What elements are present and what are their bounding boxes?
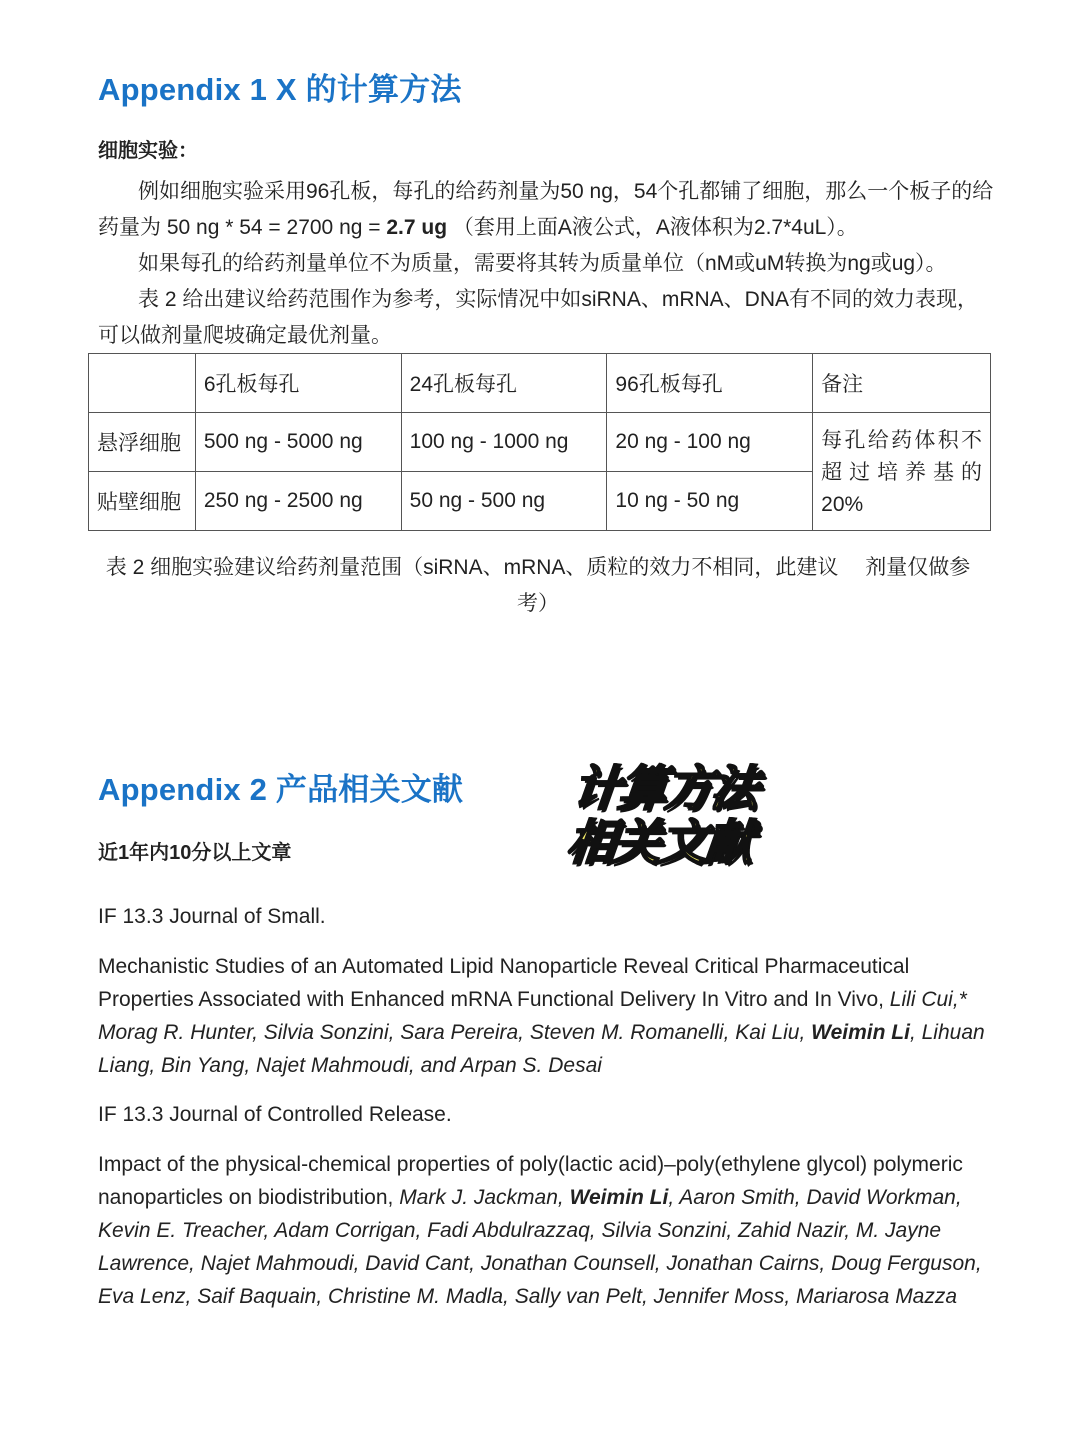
ref2-authors-bold: Weimin Li: [569, 1186, 669, 1209]
appendix1-subtitle: 细胞实验：: [98, 140, 198, 162]
table-cell: 250 ng - 2500 ng: [195, 472, 401, 531]
table-note-cell: 每孔给药体积不超过培养基的20%: [813, 413, 991, 531]
table-row: [89, 413, 991, 472]
ref2-journal: IF 13.3 Journal of Controlled Release.: [98, 1103, 452, 1126]
table-cell: 20 ng - 100 ng: [607, 413, 813, 472]
appendix2-title: Appendix 2 产品相关文献: [98, 772, 464, 807]
table-header-cell: 6孔板每孔: [195, 354, 401, 413]
para1-bold-value: 2.7 ug: [386, 216, 448, 239]
dose-table: [88, 353, 991, 531]
table-header-cell: 96孔板每孔: [607, 354, 813, 413]
table-cell: 100 ng - 1000 ng: [401, 413, 607, 472]
table-cell: 500 ng - 5000 ng: [195, 413, 401, 472]
sticker-line2: 相关文献: [564, 815, 755, 871]
table-cell: 10 ng - 50 ng: [607, 472, 813, 531]
ref2-authors-b: , Aaron Smith, David Workman, Kevin E. Treacher, Adam Corrigan, Fadi Abdulrazzaq, Silvia Sonzini, Zahid Nazir, M. Jayne Lawrence, Najet Mahmoudi, David Cant, Jonathan Counsell, Jonathan Cairns, Doug Ferguson, Eva Lenz, Saif Baquain, Christine M. Madla, Sally van Pelt, Jennifer Moss, Mariarosa Mazza: [98, 1186, 982, 1308]
ref1-entry: [98, 950, 998, 1082]
table-header-cell: 备注: [813, 354, 991, 413]
sticker-line1: 计算方法: [569, 761, 760, 817]
table-header-cell: [89, 354, 196, 413]
table-row-label: 悬浮细胞: [89, 413, 196, 472]
ref1-authors-a: Lili Cui,* Morag R. Hunter, Silvia Sonzini, Sara Pereira, Steven M. Romanelli, Kai Liu,: [98, 988, 967, 1044]
ref1-title: Mechanistic Studies of an Automated Lipid Nanoparticle Reveal Critical Pharmaceutical Properties Associated with Enhanced mRNA Functional Delivery In Vitro and In Vivo,: [98, 955, 910, 1011]
para1-text-b: （套用上面A液公式，A液体积为2.7*4uL）。: [447, 216, 858, 239]
table-row-label: 贴壁细胞: [89, 472, 196, 531]
appendix1-title: Appendix 1 X 的计算方法: [98, 72, 462, 107]
ref2-entry: [98, 1148, 998, 1313]
table-caption: 表 2 细胞实验建议给药剂量范围（siRNA、mRNA、质粒的效力不相同，此建议 剂量仅做参考）: [105, 556, 971, 615]
ref1-journal: IF 13.3 Journal of Small.: [98, 905, 326, 928]
ref2-authors-a: Mark J. Jackman,: [393, 1186, 570, 1209]
appendix1-para2: 如果每孔的给药剂量单位不为质量，需要将其转为质量单位（nM或uM转换为ng或ug）。: [138, 252, 947, 275]
appendix1-para1: [98, 174, 998, 246]
ref2-title: Impact of the physical-chemical properties of poly(lactic acid)–poly(ethylene glycol) polymeric nanoparticles on biodistribution,: [98, 1153, 963, 1209]
table-header-row: [89, 354, 991, 413]
table-header-cell: 24孔板每孔: [401, 354, 607, 413]
appendix2-subtitle: 近1年内10分以上文章: [98, 842, 292, 864]
sticker-overlay: [564, 762, 815, 870]
para1-text-a: 例如细胞实验采用96孔板，每孔的给药剂量为50 ng，54个孔都铺了细胞，那么一个板子的给药量为 50 ng * 54 = 2700 ng =: [98, 180, 994, 239]
ref1-authors-bold: Weimin Li: [811, 1021, 910, 1044]
appendix1-para3: 表 2 给出建议给药范围作为参考，实际情况中如siRNA、mRNA、DNA有不同的效力表现，可以做剂量爬坡确定最优剂量。: [98, 288, 979, 347]
ref1-authors-b: , Lihuan Liang, Bin Yang, Najet Mahmoudi, and Arpan S. Desai: [98, 1021, 985, 1077]
table-cell: 50 ng - 500 ng: [401, 472, 607, 531]
